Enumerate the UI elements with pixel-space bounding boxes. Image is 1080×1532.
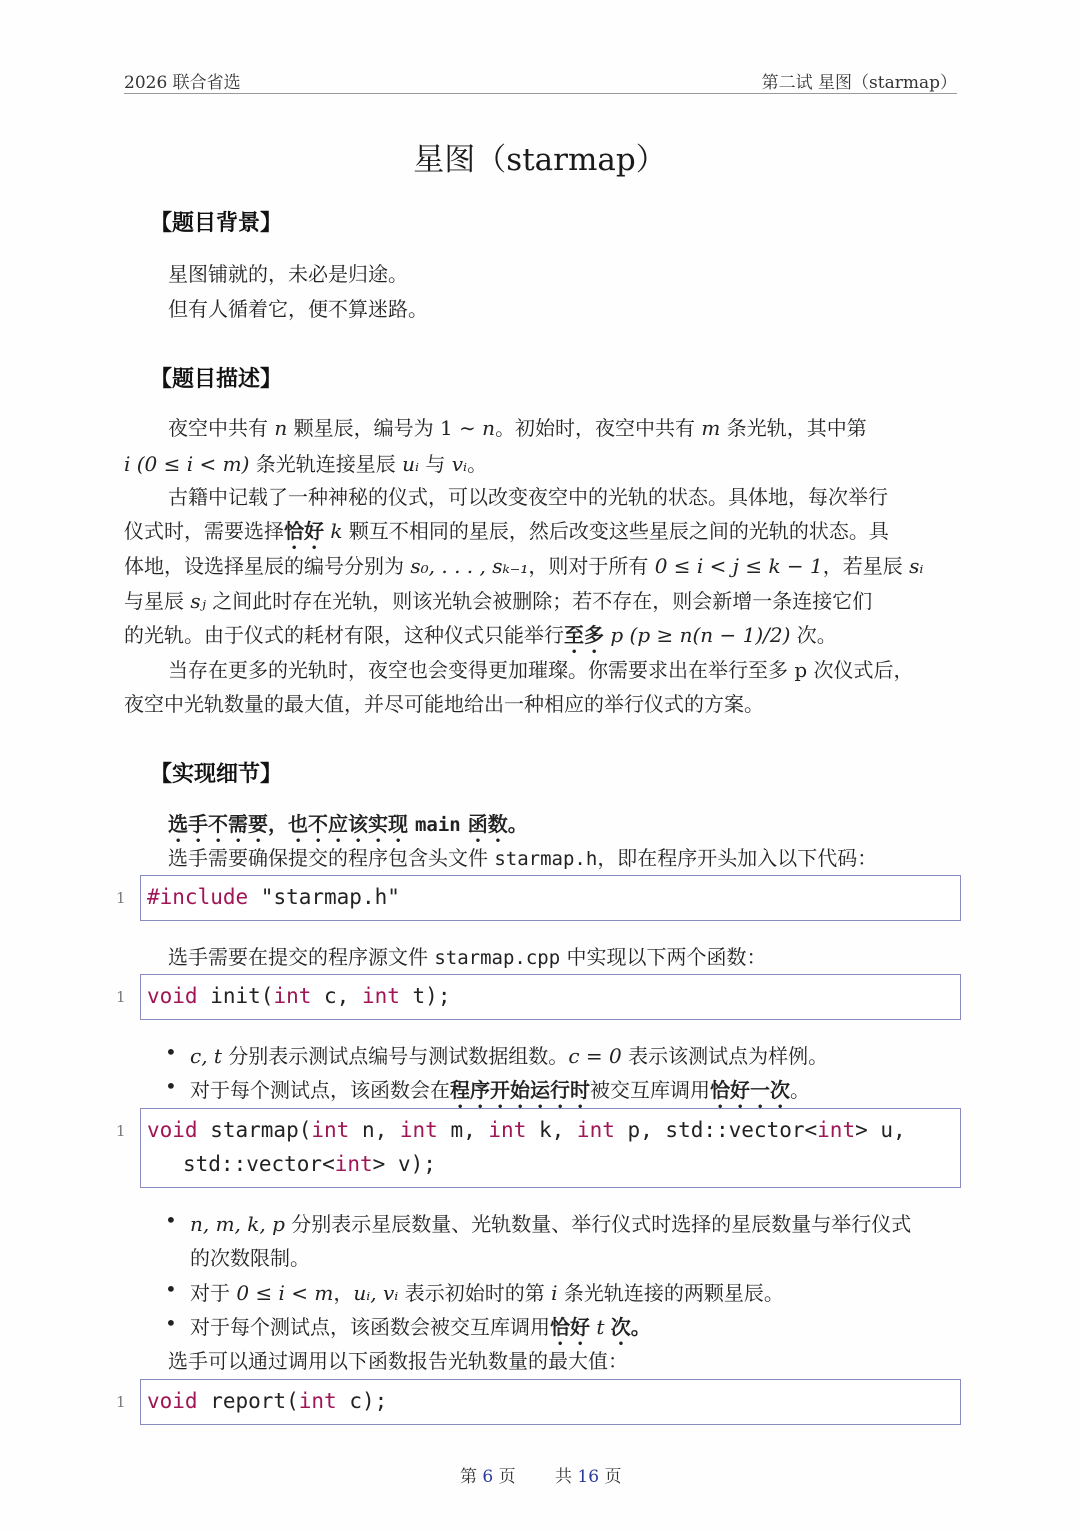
inline-code: starmap.cpp <box>434 947 561 969</box>
math: t <box>590 1315 611 1339</box>
header-left: 2026 联合省选 <box>124 73 241 93</box>
code-text: > v); <box>372 1152 436 1176</box>
line-number: 1 <box>116 1393 126 1411</box>
emphasis: 程序开始运行时 <box>450 1078 590 1102</box>
keyword: int <box>488 1118 527 1142</box>
section-description: 【题目描述】 <box>150 367 283 392</box>
code-line-include <box>147 885 400 909</box>
bullet-dot: • <box>165 1040 177 1064</box>
text: 条光轨连接星辰 <box>249 452 403 476</box>
code-text: init( <box>197 984 274 1008</box>
desc-p2-line4 <box>124 585 872 614</box>
keyword: int <box>273 984 312 1008</box>
keyword: int <box>298 1389 337 1413</box>
math: 0 ≤ i < m <box>236 1281 334 1305</box>
text: 。 <box>790 1078 810 1102</box>
background-line-1: 星图铺就的，未必是归途。 <box>168 262 408 286</box>
text: 次。 <box>796 623 837 647</box>
emphasis: 至多 <box>564 623 604 647</box>
code-line-starmap-2 <box>183 1152 436 1176</box>
text: 页 <box>604 1467 622 1487</box>
bullet-dot: • <box>165 1277 177 1301</box>
emphasis: 选手不需要，也不应该实现 <box>168 812 415 836</box>
bullet-dot: • <box>165 1074 177 1098</box>
math: s₀, . . . , sₖ₋₁ <box>410 554 529 578</box>
code-text: std::vector< <box>183 1152 335 1176</box>
bullet-dot: • <box>165 1208 177 1232</box>
math: sᵢ <box>909 554 924 578</box>
code-line-report <box>147 1389 387 1413</box>
text: 分别表示测试点编号与测试数据组数。 <box>221 1044 569 1068</box>
background-line-2: 但有人循着它，便不算迷路。 <box>168 297 428 321</box>
impl-line-4: 选手可以通过调用以下函数报告光轨数量的最大值： <box>168 1349 628 1373</box>
text: ， <box>333 1281 354 1305</box>
keyword: void <box>147 1389 198 1413</box>
code-line-starmap-1 <box>147 1118 906 1142</box>
text: 第 <box>460 1467 477 1487</box>
code-text: "starmap.h" <box>248 885 400 909</box>
desc-p1-line2 <box>124 448 487 477</box>
math: vᵢ <box>451 452 468 476</box>
section-implementation: 【实现细节】 <box>150 762 283 787</box>
line-number: 1 <box>116 1122 126 1140</box>
emphasis: 恰好 <box>284 519 324 543</box>
math: uᵢ, vᵢ <box>353 1281 399 1305</box>
emphasis: 次。 <box>610 1315 651 1339</box>
line-number: 1 <box>116 889 126 907</box>
text: 条光轨连接的两颗星辰。 <box>557 1281 784 1305</box>
impl-line-3 <box>168 941 767 970</box>
desc-p2-line5 <box>124 619 837 658</box>
header-right: 第二试 星图（starmap） <box>761 73 957 93</box>
text: ，则对于所有 <box>528 554 655 578</box>
preprocessor: #include <box>147 885 249 909</box>
keyword: int <box>334 1152 373 1176</box>
code-line-init <box>147 984 450 1008</box>
desc-p2-line1: 古籍中记载了一种神秘的仪式，可以改变夜空中的光轨的状态。具体地，每次举行 <box>168 485 888 509</box>
text: 对于 <box>190 1281 237 1305</box>
code-text: > u, <box>855 1118 906 1142</box>
desc-p2-line2 <box>124 515 889 554</box>
text: 页 <box>498 1467 516 1487</box>
text: 夜空中共有 <box>168 416 275 440</box>
text: 共 <box>555 1467 572 1487</box>
code-text: starmap( <box>197 1118 312 1142</box>
starmap-bullet-2 <box>190 1277 784 1306</box>
keyword: int <box>361 984 400 1008</box>
text: 颗星辰，编号为 1 ∼ <box>287 416 483 440</box>
math: n <box>482 416 496 440</box>
text: 。 <box>467 452 488 476</box>
emphasis: 恰好一次 <box>710 1078 790 1102</box>
emphasis: 函数。 <box>460 812 528 836</box>
emphasis: 恰好 <box>550 1315 590 1339</box>
code-text: m, <box>437 1118 489 1142</box>
code-text: t); <box>399 984 451 1008</box>
keyword: int <box>399 1118 438 1142</box>
math: p (p ≥ n(n − 1)/2) <box>604 623 797 647</box>
text: 与 <box>419 452 452 476</box>
math: c = 0 <box>568 1044 622 1068</box>
text: 。初始时，夜空中共有 <box>495 416 702 440</box>
code-text: n, <box>349 1118 400 1142</box>
desc-p1-line1 <box>168 412 867 441</box>
code-text: p, std::vector< <box>614 1118 818 1142</box>
text: 选手需要在提交的程序源文件 <box>168 945 435 969</box>
page-number: 6 <box>482 1467 494 1487</box>
code-text: k, <box>526 1118 577 1142</box>
code-text: report( <box>197 1389 299 1413</box>
math: i (0 ≤ i < m) <box>124 452 250 476</box>
text: 与星辰 <box>124 589 191 613</box>
footer-total <box>555 1462 621 1487</box>
text: 被交互库调用 <box>590 1078 710 1102</box>
math: uᵢ <box>402 452 420 476</box>
math: 0 ≤ i < j ≤ k − 1 <box>654 554 823 578</box>
text: 对于每个测试点，该函数会被交互库调用 <box>190 1315 550 1339</box>
text: 条光轨，其中第 <box>720 416 867 440</box>
starmap-bullet-1 <box>190 1208 911 1237</box>
math: n, m, k, p <box>190 1212 285 1236</box>
math: c, t <box>190 1044 222 1068</box>
inline-code: main <box>414 814 461 836</box>
section-background: 【题目背景】 <box>150 211 283 236</box>
footer-page <box>460 1462 516 1487</box>
keyword: void <box>147 1118 198 1142</box>
text: 仪式时，需要选择 <box>124 519 284 543</box>
text: 表示该测试点为样例。 <box>621 1044 829 1068</box>
desc-p2-line3 <box>124 550 923 579</box>
desc-p3-line1: 当存在更多的光轨时，夜空也会变得更加璀璨。你需要求出在举行至多 p 次仪式后， <box>168 658 914 682</box>
total-pages: 16 <box>577 1467 600 1487</box>
impl-line-2 <box>168 842 877 871</box>
keyword: void <box>147 984 198 1008</box>
keyword: int <box>817 1118 856 1142</box>
text: 对于每个测试点，该函数会在 <box>190 1078 450 1102</box>
keyword: int <box>311 1118 350 1142</box>
keyword: int <box>576 1118 615 1142</box>
page-title: 星图（starmap） <box>413 142 667 178</box>
text: 分别表示星辰数量、光轨数量、举行仪式时选择的星辰数量与举行仪式 <box>284 1212 912 1236</box>
starmap-bullet-1-cont: 的次数限制。 <box>190 1246 310 1270</box>
init-bullet-1 <box>190 1040 828 1069</box>
math: sⱼ <box>190 589 206 613</box>
inline-code: starmap.h <box>494 848 598 870</box>
code-text: c); <box>336 1389 388 1413</box>
text: ，若星辰 <box>822 554 910 578</box>
math: k <box>324 519 349 543</box>
text: 中实现以下两个函数： <box>560 945 767 969</box>
header-rule <box>124 93 957 94</box>
text: 体地，设选择星辰的编号分别为 <box>124 554 411 578</box>
text: 表示初始时的第 <box>398 1281 552 1305</box>
text: 之间此时存在光轨，则该光轨会被删除；若不存在，则会新增一条连接它们 <box>205 589 873 613</box>
text: ，即在程序开头加入以下代码： <box>597 846 878 870</box>
text: 的光轨。由于仪式的耗材有限，这种仪式只能举行 <box>124 623 564 647</box>
line-number: 1 <box>116 988 126 1006</box>
math: i <box>551 1281 558 1305</box>
text: 选手需要确保提交的程序包含头文件 <box>168 846 495 870</box>
math: n <box>274 416 288 440</box>
text: 颗互不相同的星辰，然后改变这些星辰之间的光轨的状态。具 <box>348 519 889 543</box>
code-text: c, <box>311 984 362 1008</box>
math: m <box>701 416 721 440</box>
bullet-dot: • <box>165 1311 177 1335</box>
desc-p3-line2: 夜空中光轨数量的最大值，并尽可能地给出一种相应的举行仪式的方案。 <box>124 692 764 716</box>
